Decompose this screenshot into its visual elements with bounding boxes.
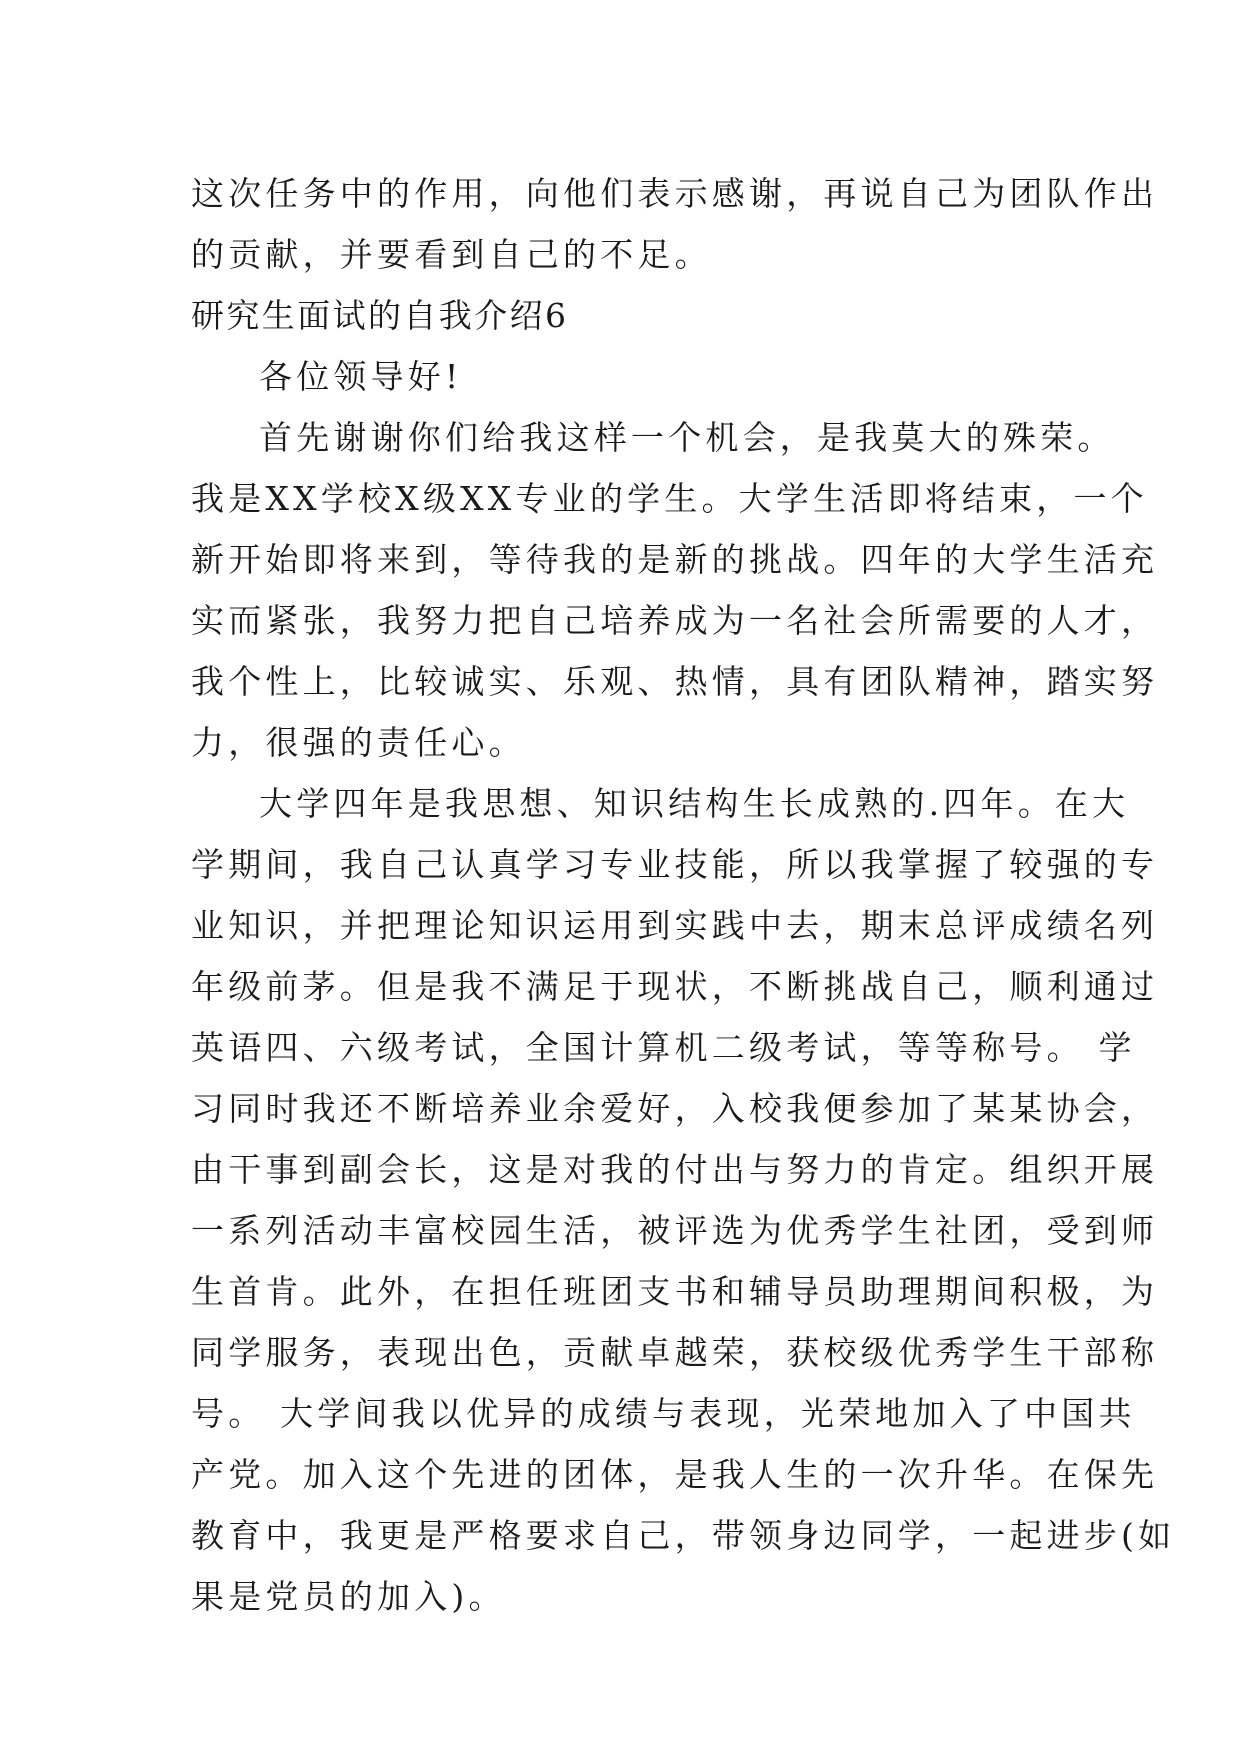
text-line: 学期间，我自己认真学习专业技能，所以我掌握了较强的专 [191, 845, 1159, 884]
text-line: 我个性上，比较诚实、乐观、热情，具有团队精神，踏实努 [191, 662, 1159, 701]
text-line: 同学服务，表现出色，贡献卓越荣，获校级优秀学生干部称 [191, 1333, 1159, 1372]
text-line: 这次任务中的作用，向他们表示感谢，再说自己为团队作出 [191, 174, 1159, 213]
text-line: 教育中，我更是严格要求自己，带领身边同学，一起进步(如 [191, 1516, 1176, 1555]
text-line: 新开始即将来到，等待我的是新的挑战。四年的大学生活充 [191, 540, 1159, 579]
text-line: 业知识，并把理论知识运用到实践中去，期末总评成绩名列 [191, 906, 1159, 945]
text-line: 首先谢谢你们给我这样一个机会，是我莫大的殊荣。 [259, 418, 1115, 457]
text-line: 英语四、六级考试，全国计算机二级考试，等等称号。 学 [191, 1028, 1136, 1067]
text-line: 大学四年是我思想、知识结构生长成熟的.四年。在大 [259, 784, 1130, 823]
text-line: 我是XX学校X级XX专业的学生。大学生活即将结束，一个 [191, 479, 1148, 518]
text-line: 实而紧张，我努力把自己培养成为一名社会所需要的人才， [191, 601, 1159, 640]
text-line: 由干事到副会长，这是对我的付出与努力的肯定。组织开展 [191, 1150, 1159, 1189]
greeting-line: 各位领导好! [259, 357, 463, 396]
text-line: 习同时我还不断培养业余爱好，入校我便参加了某某协会， [191, 1089, 1159, 1128]
text-line: 一系列活动丰富校园生活，被评选为优秀学生社团，受到师 [191, 1211, 1159, 1250]
text-line: 力，很强的责任心。 [191, 723, 526, 762]
section-heading: 研究生面试的自我介绍6 [191, 296, 569, 335]
text-line: 号。 大学间我以优异的成绩与表现，光荣地加入了中国共 [191, 1394, 1136, 1433]
document-body [191, 163, 1176, 1627]
text-line: 生首肯。此外，在担任班团支书和辅导员助理期间积极，为 [191, 1272, 1159, 1311]
text-line: 的贡献，并要看到自己的不足。 [191, 235, 712, 274]
text-line: 产党。加入这个先进的团体，是我人生的一次升华。在保先 [191, 1455, 1159, 1494]
text-line: 果是党员的加入)。 [191, 1577, 506, 1616]
text-line: 年级前茅。但是我不满足于现状，不断挑战自己，顺利通过 [191, 967, 1159, 1006]
